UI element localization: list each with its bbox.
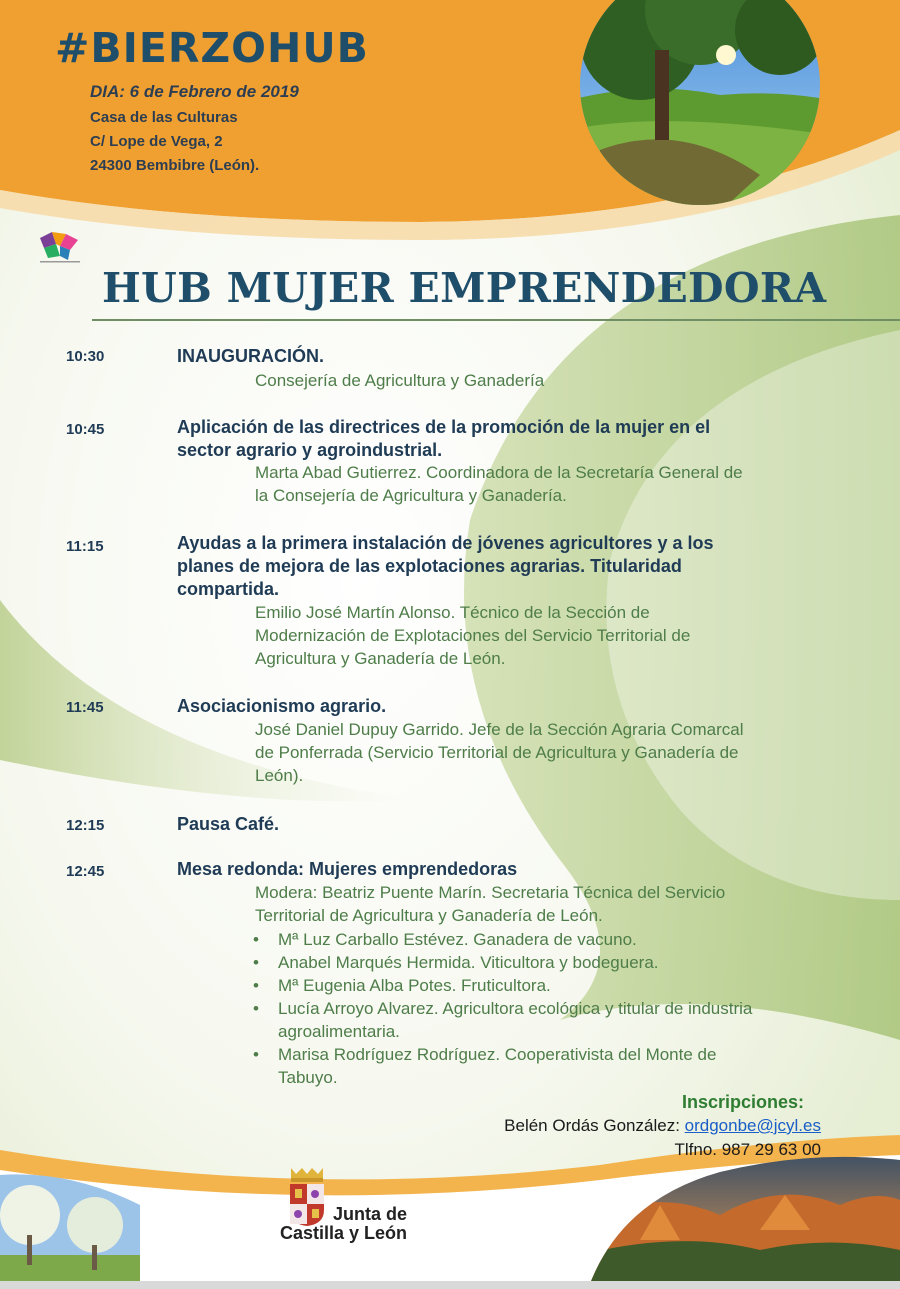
event-hashtag: #BIERZOHUB bbox=[55, 24, 369, 72]
program-title: Asociacionismo agrario. bbox=[177, 696, 387, 716]
list-item-continuation: agroalimentaria. bbox=[278, 1022, 400, 1041]
program-details: José Daniel Dupuy Garrido. Jefe de la Sección Agraria Comarcal de Ponferrada (Servicio Territorial de Agricultura y Ganadería de León). bbox=[255, 720, 744, 785]
program-title: Ayudas a la primera instalación de jóvenes agricultores y a los planes de mejora de las explotaciones agrarias. Titularidad compartida. bbox=[177, 533, 714, 599]
program-title: Pausa Café. bbox=[177, 814, 280, 834]
program-details: Consejería de Agricultura y Ganadería bbox=[255, 371, 545, 390]
contact-name: Belén Ordás González: bbox=[504, 1116, 680, 1135]
list-item-continuation: Tabuyo. bbox=[278, 1068, 338, 1087]
program-title: Aplicación de las directrices de la promoción de la mujer en el sector agrario y agroindustrial. bbox=[177, 417, 711, 460]
program-details: Marta Abad Gutierrez. Coordinadora de la Secretaría General de la Consejería de Agricultura y Ganadería. bbox=[255, 463, 743, 505]
registration-phone: Tlfno. 987 29 63 00 bbox=[674, 1140, 821, 1159]
list-item: • Mª Eugenia Alba Potes. Fruticultora. bbox=[253, 976, 551, 995]
event-date: DIA: 6 de Febrero de 2019 bbox=[90, 82, 299, 101]
program-details: Modera: Beatriz Puente Marín. Secretaria Técnica del Servicio Territorial de Agricultura y Ganadería de León. bbox=[255, 883, 726, 925]
colorful-logo-icon bbox=[38, 228, 82, 264]
list-item: • Mª Luz Carballo Estévez. Ganadera de vacuno. bbox=[253, 930, 637, 949]
title-divider bbox=[92, 319, 900, 321]
list-item: • Lucía Arroyo Alvarez. Agricultora ecológica y titular de industria bbox=[253, 999, 753, 1018]
venue-name: Casa de las Culturas bbox=[90, 109, 238, 126]
list-item: • Marisa Rodríguez Rodríguez. Cooperativista del Monte de bbox=[253, 1045, 717, 1064]
program-time: 11:15 bbox=[66, 538, 104, 555]
program-time: 12:15 bbox=[66, 817, 105, 834]
participant-list bbox=[253, 928, 752, 1089]
venue-street: C/ Lope de Vega, 2 bbox=[90, 133, 223, 150]
list-item: • Anabel Marqués Hermida. Viticultora y bodeguera. bbox=[253, 953, 659, 972]
program-details: Emilio José Martín Alonso. Técnico de la Sección de Modernización de Explotaciones del Servicio Territorial de Agricultura y Ganadería de León. bbox=[255, 603, 691, 668]
program-time: 10:45 bbox=[66, 421, 105, 438]
page-title: HUB MUJER EMPRENDEDORA bbox=[102, 264, 827, 312]
organization-name: Junta de Castilla y León bbox=[280, 1204, 408, 1243]
program-title: INAUGURACIÓN. bbox=[177, 346, 324, 366]
program-time: 11:45 bbox=[66, 699, 104, 716]
registration-contact bbox=[504, 1116, 821, 1136]
email-link[interactable]: ordgonbe@jcyl.es bbox=[684, 1116, 821, 1135]
program-time: 12:45 bbox=[66, 863, 105, 880]
venue-city: 24300 Bembibre (León). bbox=[90, 157, 260, 174]
coat-of-arms-icon bbox=[286, 1166, 328, 1228]
program-title: Mesa redonda: Mujeres emprendedoras bbox=[177, 859, 518, 879]
program-time: 10:30 bbox=[66, 348, 105, 365]
registration-heading: Inscripciones: bbox=[682, 1092, 805, 1112]
